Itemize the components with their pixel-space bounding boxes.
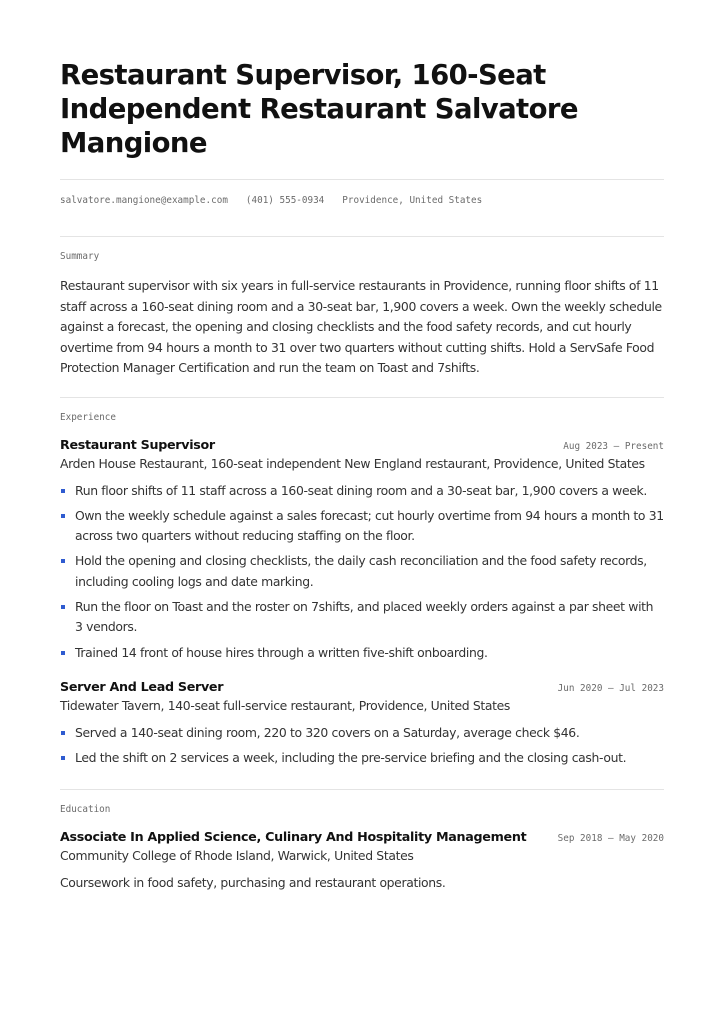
bullet-text: Led the shift on 2 services a week, including the pre-service briefing and the closing cash-out. <box>75 750 627 766</box>
education-note: Coursework in food safety, purchasing and restaurant operations. <box>60 875 446 891</box>
bullet-marker <box>61 559 65 563</box>
school-name: Community College of Rhode Island, Warwick, United States <box>60 848 414 864</box>
job-organization: Tidewater Tavern, 140-seat full-service restaurant, Providence, United States <box>60 697 511 713</box>
job-dates: Jun 2020 – Jul 2023 <box>557 682 664 694</box>
job-entry <box>60 436 664 663</box>
bullet-marker <box>61 651 65 655</box>
list-item <box>60 551 664 592</box>
education-section <box>60 803 664 893</box>
job-entry <box>60 678 664 769</box>
job-header <box>60 678 664 696</box>
bullet-marker <box>61 489 65 493</box>
bullet-marker <box>61 731 65 735</box>
bullet-text: Run floor shifts of 11 staff across a 160-seat dining room and a 30-seat bar, 1,900 covers a week. <box>75 482 647 498</box>
divider <box>60 236 664 237</box>
contact-email[interactable]: salvatore.mangione@example.com <box>60 195 228 206</box>
summary-section <box>60 250 664 379</box>
bullet-text: Trained 14 front of house hires through a written five-shift onboarding. <box>75 644 488 660</box>
list-item <box>60 506 664 547</box>
education-dates: Sep 2018 – May 2020 <box>557 833 664 845</box>
contact-location: Providence, United States <box>342 195 483 206</box>
list-item <box>60 748 664 768</box>
job-organization: Arden House Restaurant, 160-seat independent New England restaurant, Providence, United States <box>60 455 645 471</box>
bullet-marker <box>61 605 65 609</box>
job-header <box>60 436 664 454</box>
bullet-text: Hold the opening and closing checklists, the daily cash reconciliation and the food safety records, including cooling logs and date marking. <box>75 553 647 589</box>
job-bullets <box>60 481 664 663</box>
bullet-marker <box>61 514 65 518</box>
degree-title: Associate In Applied Science, Culinary And Hospitality Management <box>60 829 527 845</box>
section-label-education: Education <box>60 804 111 816</box>
contact-phone[interactable]: (401) 555-0934 <box>245 195 325 206</box>
divider <box>60 789 664 790</box>
bullet-marker <box>61 756 65 760</box>
bullet-text: Run the floor on Toast and the roster on 7shifts, and placed weekly orders against a par sheet with 3 vendors. <box>75 598 654 635</box>
contact-line <box>60 194 664 208</box>
job-dates: Aug 2023 – Present <box>563 440 664 452</box>
resume-page <box>60 58 664 893</box>
job-bullets <box>60 723 664 769</box>
list-item <box>60 597 664 638</box>
list-item <box>60 643 664 663</box>
experience-section <box>60 411 664 769</box>
education-entry <box>60 828 664 893</box>
bullet-text: Own the weekly schedule against a sales forecast; cut hourly overtime from 94 hours a month to 31 across two quarters without reducing staffing on the floor. <box>75 507 664 544</box>
list-item <box>60 723 664 743</box>
divider <box>60 179 664 180</box>
bullet-text: Served a 140-seat dining room, 220 to 320 covers on a Saturday, average check $46. <box>75 724 580 740</box>
section-label-experience: Experience <box>60 411 116 423</box>
summary-text: Restaurant supervisor with six years in full-service restaurants in Providence, running floor shifts of 11 staff across a 160-seat dining room and a 30-seat bar, 1,900 covers a week. Own the weekly schedule against a forecast, the opening and closing checklists and the food safety records, and cut hourly overtime from 94 hours a month to 31 over two quarters without cutting shifts. Hold a ServSafe Food Protection Manager Certification and run the team on Toast and 7shifts. <box>60 278 662 375</box>
education-header <box>60 828 664 846</box>
list-item <box>60 481 664 501</box>
job-title: Server And Lead Server <box>60 678 224 694</box>
divider <box>60 397 664 398</box>
section-label-summary: Summary <box>60 251 100 262</box>
page-title: Restaurant Supervisor, 160-Seat Independent Restaurant Salvatore Mangione <box>60 59 578 159</box>
job-title: Restaurant Supervisor <box>60 436 215 452</box>
